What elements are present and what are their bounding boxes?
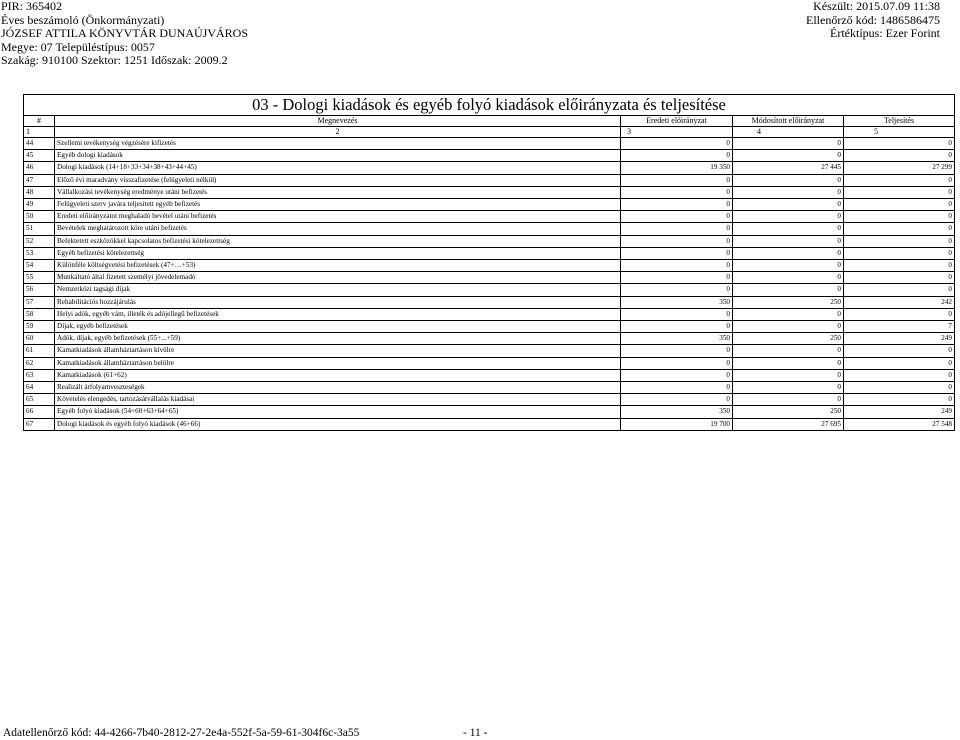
col-header-fulfilled: Teljesítés (844, 116, 955, 127)
row-number: 61 (24, 345, 55, 357)
row-number: 46 (24, 162, 55, 174)
row-modified: 0 (733, 357, 844, 369)
row-fulfilled: 0 (844, 357, 955, 369)
value-type: Értéktípus: Ezer Forint (830, 26, 940, 41)
row-name: Bevételek meghatározott köre utáni befizetés (55, 223, 621, 235)
row-modified: 0 (733, 174, 844, 186)
row-original: 0 (621, 223, 733, 235)
row-name: Kamatkiadások államháztartáson belülre (55, 357, 621, 369)
row-original: 0 (621, 211, 733, 223)
row-name: Realizált árfolyamveszteségek (55, 382, 621, 394)
row-fulfilled: 0 (844, 272, 955, 284)
row-name: Dologi kiadások (14+18+33+34+38+43+44+45) (55, 162, 621, 174)
table-row (24, 333, 955, 345)
row-original: 0 (621, 345, 733, 357)
table-row (24, 235, 955, 247)
table-row (24, 174, 955, 186)
row-name: Előző évi maradvány visszafizetése (felügyeleti nélkül) (55, 174, 621, 186)
table-row (24, 321, 955, 333)
row-modified: 0 (733, 186, 844, 198)
row-number: 51 (24, 223, 55, 235)
row-modified: 0 (733, 211, 844, 223)
row-name: Kamatkiadások (61+62) (55, 369, 621, 381)
row-name: Szellemi tevékenység végzésére kifizetés (55, 138, 621, 150)
row-original: 0 (621, 321, 733, 333)
row-fulfilled: 0 (844, 308, 955, 320)
row-fulfilled: 0 (844, 150, 955, 162)
footer-check-code: Adatellenőrző kód: 44-4266-7b40-2812-27-2e4a-552f-5a-59-61-304f6c-3a55 (3, 727, 360, 739)
row-name: Egyéb befizetési kötelezettség (55, 247, 621, 259)
row-modified: 0 (733, 345, 844, 357)
row-modified: 0 (733, 223, 844, 235)
row-number: 49 (24, 199, 55, 211)
row-name: Munkáltató által fizetett személyi jövedelemadó (55, 272, 621, 284)
row-number: 52 (24, 235, 55, 247)
row-original: 0 (621, 150, 733, 162)
table-row (24, 199, 955, 211)
row-name: Eredeti előirányzatot meghaladó bevétel utáni befizetés (55, 211, 621, 223)
header-left (1, 0, 248, 68)
table-row (24, 260, 955, 272)
row-name: Adók, díjak, egyéb befizetések (55+...+59) (55, 333, 621, 345)
table-row (24, 284, 955, 296)
row-original: 0 (621, 394, 733, 406)
check-code: Ellenőrző kód: 1486586475 (806, 12, 940, 27)
report-table (23, 94, 955, 431)
report-type: Éves beszámoló (Önkormányzati) (1, 12, 165, 27)
row-modified: 0 (733, 394, 844, 406)
row-original: 0 (621, 357, 733, 369)
row-modified: 250 (733, 333, 844, 345)
row-modified: 0 (733, 272, 844, 284)
table-row (24, 296, 955, 308)
row-fulfilled: 7 (844, 321, 955, 333)
row-modified: 250 (733, 296, 844, 308)
row-modified: 0 (733, 235, 844, 247)
table-row (24, 394, 955, 406)
row-number: 56 (24, 284, 55, 296)
row-name: Nemzetközi tagsági díjak (55, 284, 621, 296)
row-name: Követelés elengedés, tartozásátvállalás kiadásai (55, 394, 621, 406)
row-number: 58 (24, 308, 55, 320)
row-original: 350 (621, 406, 733, 418)
row-modified: 0 (733, 308, 844, 320)
row-modified: 0 (733, 138, 844, 150)
pir-label: PIR: 365402 (1, 0, 63, 13)
row-number: 62 (24, 357, 55, 369)
table-row (24, 223, 955, 235)
table-title: 03 - Dologi kiadások és egyéb folyó kiadások előirányzata és teljesítése (24, 95, 955, 116)
row-name: Helyi adók, egyéb vám, illeték és adójellegű befizetések (55, 308, 621, 320)
row-name: Kamatkiadások államháztartáson kívülre (55, 345, 621, 357)
row-modified: 27 445 (733, 162, 844, 174)
row-fulfilled: 242 (844, 296, 955, 308)
row-number: 65 (24, 394, 55, 406)
header-right (806, 0, 940, 41)
row-number: 48 (24, 186, 55, 198)
row-modified: 27 695 (733, 418, 844, 430)
county-info: Megye: 07 Településtípus: 0057 (1, 39, 155, 54)
row-original: 0 (621, 174, 733, 186)
page-number: - 11 - (463, 727, 488, 739)
row-fulfilled: 0 (844, 223, 955, 235)
row-name: Egyéb dologi kiadások (55, 150, 621, 162)
row-number: 59 (24, 321, 55, 333)
row-original: 0 (621, 382, 733, 394)
table-row (24, 186, 955, 198)
report-table-wrapper (23, 94, 954, 431)
row-name: Különféle költségvetési befizetések (47+…+53) (55, 260, 621, 272)
sector-info: Szakág: 910100 Szektor: 1251 Időszak: 2009.2 (1, 53, 228, 68)
row-original: 350 (621, 333, 733, 345)
col-index-1: 1 (24, 127, 55, 138)
row-number: 64 (24, 382, 55, 394)
row-name: Rehabilitációs hozzájárulás (55, 296, 621, 308)
row-original: 0 (621, 199, 733, 211)
row-modified: 0 (733, 247, 844, 259)
table-row (24, 418, 955, 430)
row-number: 54 (24, 260, 55, 272)
row-fulfilled: 0 (844, 260, 955, 272)
row-fulfilled: 0 (844, 382, 955, 394)
table-row (24, 162, 955, 174)
row-modified: 250 (733, 406, 844, 418)
row-fulfilled: 27 548 (844, 418, 955, 430)
row-original: 19 350 (621, 162, 733, 174)
row-name: Befektetett eszközökkel kapcsolatos befizetési kötelezettség (55, 235, 621, 247)
institution-name: JÓZSEF ATTILA KÖNYVTÁR DUNAÚJVÁROS (1, 26, 249, 41)
col-header-modified: Módosított előirányzat (733, 116, 844, 127)
row-fulfilled: 0 (844, 199, 955, 211)
row-original: 0 (621, 284, 733, 296)
row-name: Felügyeleti szerv javára teljesített egyéb befizetés (55, 199, 621, 211)
row-original: 0 (621, 272, 733, 284)
page-footer (3, 727, 943, 739)
table-row (24, 247, 955, 259)
row-number: 60 (24, 333, 55, 345)
row-number: 55 (24, 272, 55, 284)
table-row (24, 357, 955, 369)
row-original: 0 (621, 260, 733, 272)
row-fulfilled: 0 (844, 284, 955, 296)
row-fulfilled: 249 (844, 333, 955, 345)
table-row (24, 150, 955, 162)
row-original: 0 (621, 235, 733, 247)
table-row (24, 272, 955, 284)
row-modified: 0 (733, 284, 844, 296)
row-number: 66 (24, 406, 55, 418)
col-index-5: 5 (844, 127, 955, 138)
row-modified: 0 (733, 369, 844, 381)
row-fulfilled: 0 (844, 235, 955, 247)
row-fulfilled: 0 (844, 394, 955, 406)
col-header-original: Eredeti előirányzat (621, 116, 733, 127)
col-header-number: # (24, 116, 55, 127)
row-number: 57 (24, 296, 55, 308)
row-name: Egyéb folyó kiadások (54+60+63+64+65) (55, 406, 621, 418)
table-row (24, 138, 955, 150)
col-header-name: Megnevezés (55, 116, 621, 127)
table-row (24, 211, 955, 223)
row-number: 47 (24, 174, 55, 186)
row-number: 50 (24, 211, 55, 223)
row-number: 53 (24, 247, 55, 259)
row-original: 19 700 (621, 418, 733, 430)
row-fulfilled: 0 (844, 369, 955, 381)
row-fulfilled: 0 (844, 247, 955, 259)
row-original: 0 (621, 308, 733, 320)
table-row (24, 345, 955, 357)
row-modified: 0 (733, 382, 844, 394)
row-original: 0 (621, 138, 733, 150)
table-row (24, 308, 955, 320)
created-timestamp: Készült: 2015.07.09 11:38 (813, 0, 940, 13)
row-fulfilled: 0 (844, 211, 955, 223)
row-fulfilled: 0 (844, 345, 955, 357)
row-modified: 0 (733, 321, 844, 333)
row-fulfilled: 249 (844, 406, 955, 418)
row-original: 350 (621, 296, 733, 308)
row-name: Vállalkozási tevékenység eredménye utáni befizetés (55, 186, 621, 198)
row-original: 0 (621, 247, 733, 259)
col-index-2: 2 (55, 127, 621, 138)
row-name: Dologi kiadások és egyéb folyó kiadások (46+66) (55, 418, 621, 430)
col-index-3: 3 (621, 127, 733, 138)
row-fulfilled: 0 (844, 138, 955, 150)
row-original: 0 (621, 186, 733, 198)
col-index-4: 4 (733, 127, 844, 138)
row-fulfilled: 0 (844, 186, 955, 198)
table-row (24, 382, 955, 394)
row-original: 0 (621, 369, 733, 381)
row-modified: 0 (733, 260, 844, 272)
row-fulfilled: 27 299 (844, 162, 955, 174)
row-fulfilled: 0 (844, 174, 955, 186)
table-row (24, 406, 955, 418)
row-number: 44 (24, 138, 55, 150)
row-number: 67 (24, 418, 55, 430)
row-number: 45 (24, 150, 55, 162)
table-row (24, 369, 955, 381)
row-number: 63 (24, 369, 55, 381)
row-modified: 0 (733, 199, 844, 211)
row-modified: 0 (733, 150, 844, 162)
row-name: Díjak, egyéb befizetések (55, 321, 621, 333)
